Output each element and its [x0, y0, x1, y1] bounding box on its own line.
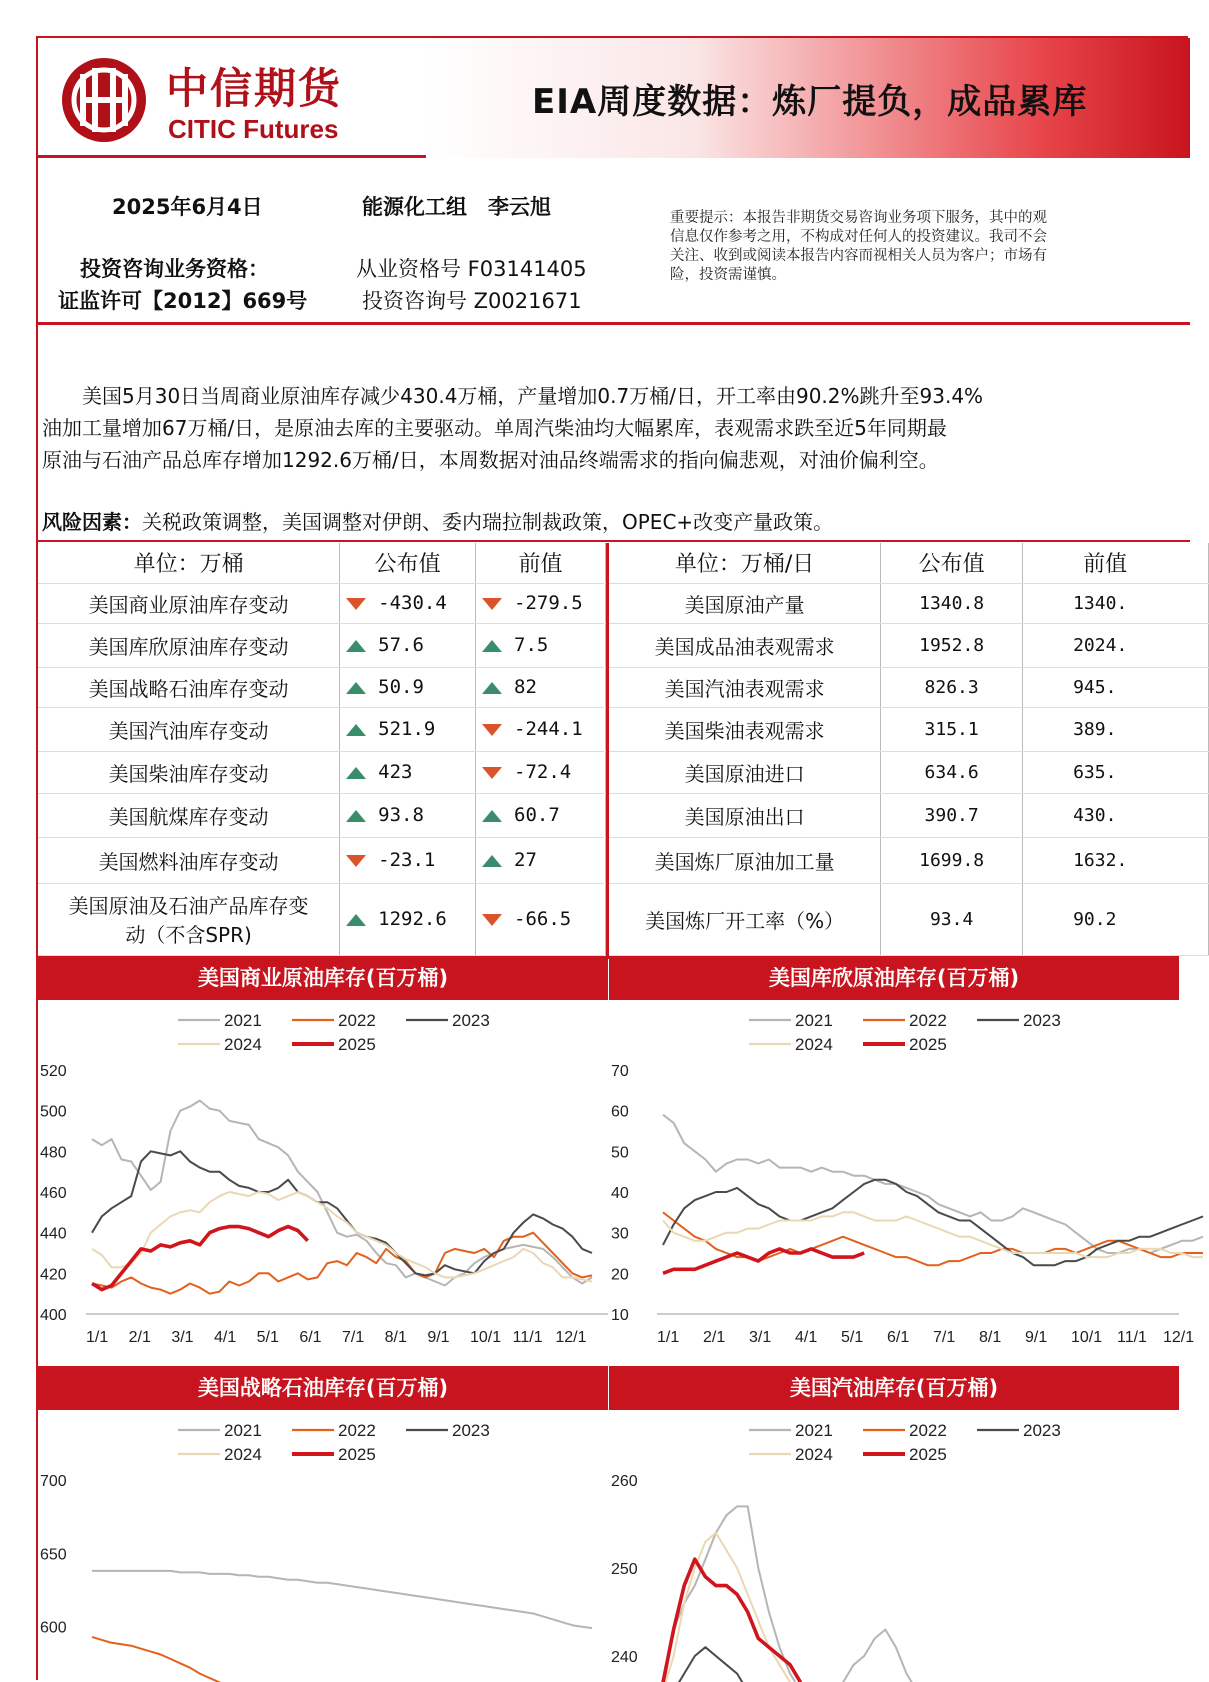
- chart-plot: [38, 1410, 608, 1682]
- legend-label: 2024: [795, 1445, 833, 1464]
- increase-arrow-icon: [346, 682, 366, 694]
- published-value: 1952.8: [881, 623, 1023, 667]
- legend-label: 2022: [338, 1011, 376, 1030]
- x-tick-label: 10/1: [470, 1329, 502, 1346]
- risk-factors: [42, 506, 833, 535]
- table-row: [609, 667, 1209, 707]
- published-value: [340, 837, 476, 883]
- previous-value: [476, 751, 606, 793]
- previous-value: [476, 583, 606, 623]
- published-value: [340, 751, 476, 793]
- table-row: [38, 751, 606, 793]
- x-tick-label: 11/1: [1117, 1329, 1147, 1346]
- practice-number: 从业资格号 F03141405: [356, 257, 587, 281]
- legend-label: 2023: [452, 1421, 490, 1440]
- value-text: 93.8: [378, 804, 424, 826]
- column-header: 前值: [1023, 543, 1209, 583]
- citic-logo: [56, 52, 416, 148]
- value-text: -279.5: [514, 592, 583, 614]
- y-tick-label: 650: [40, 1546, 67, 1564]
- y-tick-label: 480: [40, 1144, 67, 1162]
- y-tick-label: 400: [40, 1307, 67, 1324]
- value-text: 82: [514, 676, 537, 698]
- notice-line: 重要提示：本报告非期货交易咨询业务项下服务，其中的观: [670, 210, 1047, 226]
- decrease-arrow-icon: [482, 767, 502, 779]
- series-line-2024: [663, 1212, 1203, 1257]
- column-header: 单位：万桶: [38, 543, 340, 583]
- legend-label: 2023: [452, 1011, 490, 1030]
- summary-section: [38, 328, 1190, 542]
- row-label: 美国柴油库存变动: [38, 751, 340, 793]
- decrease-arrow-icon: [482, 724, 502, 736]
- risk-label: 风险因素：: [42, 510, 142, 534]
- license-number: 证监许可【2012】669号: [58, 289, 308, 313]
- previous-value: 635.: [1023, 751, 1209, 793]
- row-label: 美国汽油库存变动: [38, 707, 340, 751]
- legend-label: 2022: [338, 1421, 376, 1440]
- citic-emblem-icon: [56, 52, 156, 148]
- previous-value: 1632.: [1023, 837, 1209, 883]
- data-tables: [38, 543, 1190, 959]
- table-row: [38, 883, 606, 955]
- row-label: 美国成品油表观需求: [609, 623, 881, 667]
- series-line-2025: [663, 1249, 864, 1273]
- notice-line: 险，投资需谨慎。: [670, 267, 786, 283]
- series-line-2025: [663, 1559, 801, 1682]
- series-line-2024: [663, 1533, 811, 1682]
- legend-label: 2022: [909, 1421, 947, 1440]
- row-label: 美国商业原油库存变动: [38, 583, 340, 623]
- published-value: 390.7: [881, 793, 1023, 837]
- previous-value: 389.: [1023, 707, 1209, 751]
- value-text: -66.5: [514, 908, 572, 930]
- x-tick-label: 3/1: [749, 1329, 772, 1346]
- x-tick-label: 3/1: [171, 1329, 194, 1346]
- previous-value: [476, 707, 606, 751]
- row-label: 美国战略石油库存变动: [38, 667, 340, 707]
- previous-value: 1340.: [1023, 583, 1209, 623]
- x-tick-label: 9/1: [1025, 1329, 1048, 1346]
- decrease-arrow-icon: [346, 855, 366, 867]
- report-page: [36, 36, 1195, 1680]
- published-value: 1340.8: [881, 583, 1023, 623]
- published-value: [340, 583, 476, 623]
- legend-label: 2024: [224, 1035, 262, 1054]
- inventory-table: [38, 543, 606, 956]
- chart-commercial-crude: [38, 956, 608, 1364]
- summary-line: 油加工量增加67万桶/日，是原油去库的主要驱动。单周汽柴油均大幅累库，表观需求跌至近5年同期最: [42, 416, 947, 440]
- table-row: [609, 707, 1209, 751]
- series-line-2022: [92, 1233, 592, 1294]
- value-text: 7.5: [514, 634, 549, 656]
- decrease-arrow-icon: [346, 598, 366, 610]
- column-header: 单位：万桶/日: [609, 543, 881, 583]
- published-value: [340, 883, 476, 955]
- row-label: 美国原油进口: [609, 751, 881, 793]
- report-title: EIA周度数据：炼厂提负，成品累库: [532, 82, 1088, 122]
- x-tick-label: 8/1: [384, 1329, 407, 1346]
- value-text: 50.9: [378, 676, 424, 698]
- value-text: 27: [514, 849, 537, 871]
- row-label: 美国炼厂原油加工量: [609, 837, 881, 883]
- value-text: 423: [378, 761, 413, 783]
- legend-label: 2021: [224, 1421, 262, 1440]
- value-text: -244.1: [514, 718, 583, 740]
- published-value: 1699.8: [881, 837, 1023, 883]
- table-row: [609, 793, 1209, 837]
- value-text: 60.7: [514, 804, 560, 826]
- y-tick-label: 500: [40, 1103, 67, 1121]
- y-tick-label: 520: [40, 1063, 67, 1080]
- increase-arrow-icon: [482, 855, 502, 867]
- x-tick-label: 1/1: [657, 1329, 680, 1346]
- increase-arrow-icon: [346, 767, 366, 779]
- x-tick-label: 5/1: [841, 1329, 864, 1346]
- previous-value: [476, 667, 606, 707]
- previous-value: [476, 883, 606, 955]
- table-row: [609, 837, 1209, 883]
- x-tick-label: 4/1: [214, 1329, 237, 1346]
- report-header: [38, 38, 1190, 158]
- summary-line: 美国5月30日当周商业原油库存减少430.4万桶，产量增加0.7万桶/日，开工率由90.2%跳升至93.4%: [42, 384, 984, 408]
- disclaimer-notice: [670, 209, 1190, 285]
- legend-label: 2023: [1023, 1421, 1061, 1440]
- summary-line: 原油与石油产品总库存增加1292.6万桶/日，本周数据对油品终端需求的指向偏悲观，对油价偏利空。: [42, 448, 939, 472]
- increase-arrow-icon: [346, 640, 366, 652]
- decrease-arrow-icon: [482, 914, 502, 926]
- y-tick-label: 30: [611, 1225, 629, 1243]
- previous-value: 945.: [1023, 667, 1209, 707]
- logo-english: CITIC Futures: [168, 114, 339, 144]
- y-tick-label: 420: [40, 1266, 67, 1284]
- logo-chinese: 中信期货: [166, 64, 343, 113]
- published-value: [340, 667, 476, 707]
- x-tick-label: 11/1: [512, 1329, 543, 1346]
- report-meta: [38, 161, 1190, 325]
- x-tick-label: 7/1: [933, 1329, 956, 1346]
- x-tick-label: 7/1: [342, 1329, 365, 1346]
- table-row: [38, 793, 606, 837]
- value-text: 521.9: [378, 718, 436, 740]
- increase-arrow-icon: [482, 682, 502, 694]
- x-tick-label: 8/1: [979, 1329, 1002, 1346]
- chart-plot: [609, 1000, 1195, 1364]
- advisory-number: 投资咨询号 Z0021671: [362, 289, 582, 313]
- chart-title: 美国汽油库存(百万桶): [609, 1366, 1179, 1410]
- risk-text: 关税政策调整，美国调整对伊朗、委内瑞拉制裁政策，OPEC+改变产量政策。: [142, 510, 834, 534]
- row-label: 美国原油产量: [609, 583, 881, 623]
- value-text: 1292.6: [378, 908, 447, 930]
- y-tick-label: 700: [40, 1473, 67, 1490]
- table-row: [609, 583, 1209, 623]
- increase-arrow-icon: [346, 724, 366, 736]
- y-tick-label: 60: [611, 1103, 629, 1121]
- row-label: 美国柴油表观需求: [609, 707, 881, 751]
- x-tick-label: 2/1: [128, 1329, 151, 1346]
- qualification-label: 投资咨询业务资格：: [80, 257, 269, 281]
- legend-label: 2024: [224, 1445, 262, 1464]
- x-tick-label: 6/1: [887, 1329, 910, 1346]
- legend-label: 2021: [224, 1011, 262, 1030]
- y-tick-label: 260: [611, 1473, 638, 1490]
- column-header: 公布值: [340, 543, 476, 583]
- y-tick-label: 440: [40, 1225, 67, 1243]
- legend-label: 2023: [1023, 1011, 1061, 1030]
- legend-label: 2021: [795, 1421, 833, 1440]
- row-label: 美国炼厂开工率（%）: [609, 883, 881, 955]
- chart-cushing-crude: [609, 956, 1195, 1364]
- legend-label: 2025: [338, 1035, 376, 1054]
- table-row: [38, 837, 606, 883]
- x-tick-label: 2/1: [703, 1329, 726, 1346]
- notice-line: 关注、收到或阅读本报告内容而视相关人员为客户；市场有: [670, 248, 1047, 264]
- y-tick-label: 240: [611, 1649, 638, 1666]
- row-label: 美国航煤库存变动: [38, 793, 340, 837]
- table-row: [38, 707, 606, 751]
- report-date: 2025年6月4日: [112, 195, 263, 219]
- value-text: -23.1: [378, 849, 436, 871]
- row-label: [38, 883, 340, 955]
- previous-value: 90.2: [1023, 883, 1209, 955]
- increase-arrow-icon: [482, 810, 502, 822]
- x-tick-label: 9/1: [427, 1329, 450, 1346]
- increase-arrow-icon: [346, 914, 366, 926]
- published-value: 634.6: [881, 751, 1023, 793]
- published-value: [340, 707, 476, 751]
- previous-value: 2024.: [1023, 623, 1209, 667]
- legend-label: 2024: [795, 1035, 833, 1054]
- legend-label: 2025: [909, 1035, 947, 1054]
- y-tick-label: 10: [611, 1307, 629, 1324]
- table-row: [38, 667, 606, 707]
- x-tick-label: 1/1: [86, 1329, 109, 1346]
- column-header: 前值: [476, 543, 606, 583]
- x-tick-label: 4/1: [795, 1329, 818, 1346]
- y-tick-label: 70: [611, 1063, 629, 1080]
- x-tick-label: 5/1: [256, 1329, 279, 1346]
- published-value: 93.4: [881, 883, 1023, 955]
- published-value: 826.3: [881, 667, 1023, 707]
- series-line-2022: [92, 1637, 269, 1682]
- series-line-2021: [92, 1571, 592, 1628]
- published-value: 315.1: [881, 707, 1023, 751]
- supply-demand-table: [609, 543, 1209, 956]
- legend-label: 2025: [338, 1445, 376, 1464]
- decrease-arrow-icon: [482, 598, 502, 610]
- increase-arrow-icon: [346, 810, 366, 822]
- published-value: [340, 623, 476, 667]
- row-label: 美国库欣原油库存变动: [38, 623, 340, 667]
- notice-line: 信息仅作参考之用，不构成对任何人的投资建议。我司不会: [670, 229, 1047, 245]
- row-label: 美国汽油表观需求: [609, 667, 881, 707]
- chart-gasoline: [609, 1366, 1179, 1682]
- y-tick-label: 600: [40, 1619, 67, 1637]
- increase-arrow-icon: [482, 640, 502, 652]
- table-row: [38, 623, 606, 667]
- row-label: 美国燃料油库存变动: [38, 837, 340, 883]
- y-tick-label: 250: [611, 1561, 638, 1578]
- series-line-2023: [663, 1647, 780, 1682]
- value-text: -72.4: [514, 761, 572, 783]
- value-text: 57.6: [378, 634, 424, 656]
- chart-title: 美国库欣原油库存(百万桶): [609, 956, 1179, 1000]
- chart-title: 美国战略石油库存(百万桶): [38, 1366, 608, 1410]
- previous-value: [476, 837, 606, 883]
- y-tick-label: 50: [611, 1144, 629, 1162]
- y-tick-label: 460: [40, 1185, 67, 1202]
- y-tick-label: 40: [611, 1185, 629, 1202]
- x-tick-label: 12/1: [1163, 1329, 1195, 1346]
- series-line-2021: [663, 1506, 991, 1682]
- value-text: -430.4: [378, 592, 447, 614]
- y-tick-label: 20: [611, 1266, 629, 1284]
- series-line-2023: [92, 1151, 592, 1275]
- row-label: 美国原油出口: [609, 793, 881, 837]
- row-label-line: 动（不含SPR): [125, 923, 252, 947]
- group-author: 能源化工组 李云旭: [362, 195, 551, 219]
- table-row: [609, 623, 1209, 667]
- previous-value: [476, 623, 606, 667]
- row-label-line: 美国原油及石油产品库存变: [68, 894, 309, 918]
- published-value: [340, 793, 476, 837]
- series-line-2021: [663, 1115, 1203, 1253]
- chart-spr: [38, 1366, 608, 1682]
- chart-plot: [609, 1410, 1179, 1682]
- legend-label: 2025: [909, 1445, 947, 1464]
- chart-title: 美国商业原油库存(百万桶): [38, 956, 608, 1000]
- x-tick-label: 10/1: [1071, 1329, 1103, 1346]
- table-row: [609, 883, 1209, 955]
- previous-value: [476, 793, 606, 837]
- chart-plot: [38, 1000, 608, 1364]
- series-line-2021: [92, 1101, 592, 1286]
- legend-label: 2021: [795, 1011, 833, 1030]
- column-header: 公布值: [881, 543, 1023, 583]
- legend-label: 2022: [909, 1011, 947, 1030]
- x-tick-label: 6/1: [299, 1329, 322, 1346]
- table-row: [609, 751, 1209, 793]
- x-tick-label: 12/1: [555, 1329, 587, 1346]
- previous-value: 430.: [1023, 793, 1209, 837]
- table-row: [38, 583, 606, 623]
